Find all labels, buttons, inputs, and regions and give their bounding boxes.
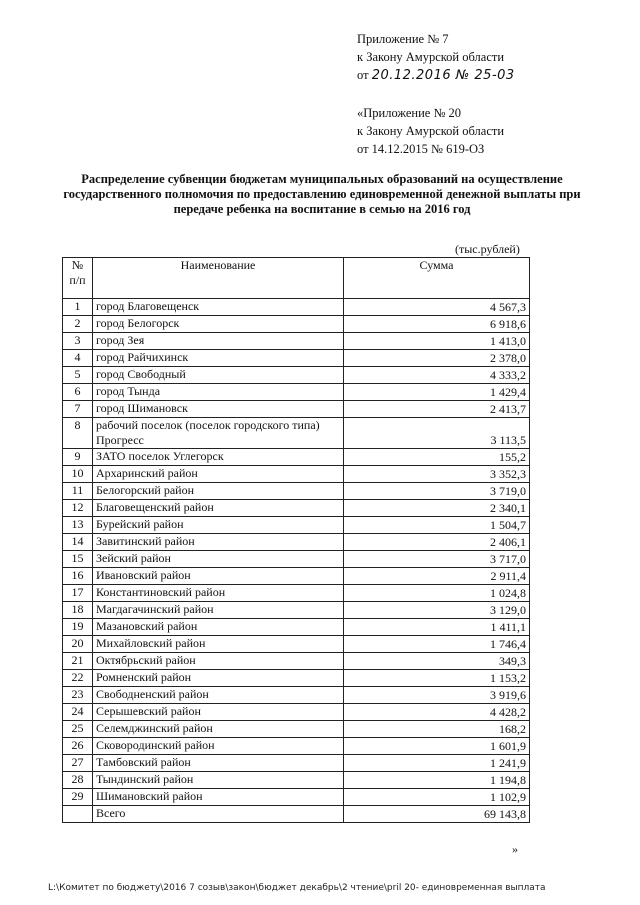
header-num: № п/п: [63, 258, 93, 299]
row-name: Свободненский район: [93, 687, 344, 704]
appendix-7-date-line: [357, 66, 515, 85]
row-number: 15: [63, 551, 93, 568]
table-row: [63, 738, 530, 755]
row-sum: 6 918,6: [344, 316, 530, 333]
table-row: [63, 772, 530, 789]
row-number: 6: [63, 384, 93, 401]
table-row: [63, 534, 530, 551]
table-row: [63, 653, 530, 670]
row-name: Архаринский район: [93, 466, 344, 483]
row-sum: 2 413,7: [344, 401, 530, 418]
units-label: (тыс.рублей): [455, 242, 520, 256]
row-name: город Благовещенск: [93, 299, 344, 316]
table-row: [63, 568, 530, 585]
table-row: [63, 670, 530, 687]
row-number: 20: [63, 636, 93, 653]
row-name: Ивановский район: [93, 568, 344, 585]
header-sum: Сумма: [344, 258, 530, 299]
row-sum: 2 378,0: [344, 350, 530, 367]
table-header-row: [63, 258, 530, 299]
appendix-7-date-prefix: от: [357, 68, 369, 82]
row-number: 19: [63, 619, 93, 636]
row-number: 29: [63, 789, 93, 806]
row-name: Зейский район: [93, 551, 344, 568]
table-row: [63, 500, 530, 517]
row-name: Магдагачинский район: [93, 602, 344, 619]
row-number: 26: [63, 738, 93, 755]
row-name: Октябрьский район: [93, 653, 344, 670]
appendix-7-header: [357, 30, 515, 85]
header-name: Наименование: [93, 258, 344, 299]
row-sum: 3 129,0: [344, 602, 530, 619]
table-row: [63, 517, 530, 534]
row-sum: 3 919,6: [344, 687, 530, 704]
row-sum: 349,3: [344, 653, 530, 670]
row-name: Благовещенский район: [93, 500, 344, 517]
row-number: 17: [63, 585, 93, 602]
appendix-7-title: Приложение № 7: [357, 32, 449, 46]
row-sum: 4 428,2: [344, 704, 530, 721]
row-number: 11: [63, 483, 93, 500]
row-name: Завитинский район: [93, 534, 344, 551]
row-name: Ромненский район: [93, 670, 344, 687]
table-row: [63, 299, 530, 316]
row-sum: 3 113,5: [344, 418, 530, 449]
row-number: 7: [63, 401, 93, 418]
row-name: Белогорский район: [93, 483, 344, 500]
table-row: [63, 384, 530, 401]
row-number: 16: [63, 568, 93, 585]
row-name: Тамбовский район: [93, 755, 344, 772]
row-sum: 155,2: [344, 449, 530, 466]
table-total-row: [63, 806, 530, 823]
row-sum: 1 194,8: [344, 772, 530, 789]
document-title: Распределение субвенции бюджетам муниципальных образований на осуществление государственного полномочия по предоставлению единовременной денежной выплаты при передаче ребенка на воспитание в семью на 2016 год: [63, 172, 581, 216]
table-row: [63, 401, 530, 418]
row-sum: 2 406,1: [344, 534, 530, 551]
table-row: [63, 316, 530, 333]
row-name: Шимановский район: [93, 789, 344, 806]
row-number: 10: [63, 466, 93, 483]
row-number: 24: [63, 704, 93, 721]
table-row: [63, 466, 530, 483]
closing-quote: »: [512, 842, 518, 856]
row-name: город Свободный: [93, 367, 344, 384]
row-name: город Шимановск: [93, 401, 344, 418]
table-row: [63, 789, 530, 806]
row-sum: 1 746,4: [344, 636, 530, 653]
row-number: 12: [63, 500, 93, 517]
table-row: [63, 551, 530, 568]
row-number: 2: [63, 316, 93, 333]
row-sum: 1 504,7: [344, 517, 530, 534]
row-number: 9: [63, 449, 93, 466]
table-row: [63, 636, 530, 653]
row-sum: 2 340,1: [344, 500, 530, 517]
row-name: город Белогорск: [93, 316, 344, 333]
row-sum: 2 911,4: [344, 568, 530, 585]
row-name: Мазановский район: [93, 619, 344, 636]
row-number: 23: [63, 687, 93, 704]
row-number: 22: [63, 670, 93, 687]
row-number: 1: [63, 299, 93, 316]
row-sum: 1 429,4: [344, 384, 530, 401]
total-sum: 69 143,8: [344, 806, 530, 823]
row-number: 27: [63, 755, 93, 772]
table-row: [63, 367, 530, 384]
row-sum: 1 413,0: [344, 333, 530, 350]
row-sum: 3 719,0: [344, 483, 530, 500]
table-row: [63, 449, 530, 466]
row-sum: 3 352,3: [344, 466, 530, 483]
table-row: [63, 418, 530, 449]
total-label: Всего: [93, 806, 344, 823]
row-number: 5: [63, 367, 93, 384]
row-number: 8: [63, 418, 93, 449]
row-name: город Райчихинск: [93, 350, 344, 367]
table-row: [63, 602, 530, 619]
table-row: [63, 687, 530, 704]
row-sum: 1 601,9: [344, 738, 530, 755]
row-number: 13: [63, 517, 93, 534]
row-number: 3: [63, 333, 93, 350]
table-row: [63, 755, 530, 772]
row-sum: 168,2: [344, 721, 530, 738]
row-name: город Тында: [93, 384, 344, 401]
row-name: Константиновский район: [93, 585, 344, 602]
table-row: [63, 704, 530, 721]
table-row: [63, 483, 530, 500]
row-name: Серышевский район: [93, 704, 344, 721]
appendix-20-date: от 14.12.2015 № 619-ОЗ: [357, 142, 485, 156]
row-number: 18: [63, 602, 93, 619]
appendix-7-law: к Закону Амурской области: [357, 50, 505, 64]
table-row: [63, 350, 530, 367]
row-sum: 1 153,2: [344, 670, 530, 687]
table-body: [63, 299, 530, 806]
total-num-cell: [63, 806, 93, 823]
appendix-20-title: «Приложение № 20: [357, 106, 462, 120]
row-name: город Зея: [93, 333, 344, 350]
table-row: [63, 721, 530, 738]
row-name: Михайловский район: [93, 636, 344, 653]
row-sum: 3 717,0: [344, 551, 530, 568]
row-sum: 1 411,1: [344, 619, 530, 636]
row-number: 25: [63, 721, 93, 738]
footer-file-path: L:\Комитет по бюджету\2016 7 созыв\закон\бюджет декабрь\2 чтение\pril 20- единовременная выплата: [48, 883, 546, 893]
row-name: ЗАТО поселок Углегорск: [93, 449, 344, 466]
table-row: [63, 333, 530, 350]
row-sum: 1 024,8: [344, 585, 530, 602]
row-name: рабочий поселок (поселок городского типа) Прогресс: [93, 418, 344, 449]
row-number: 21: [63, 653, 93, 670]
row-sum: 4 333,2: [344, 367, 530, 384]
row-sum: 4 567,3: [344, 299, 530, 316]
appendix-20-header: [357, 104, 504, 158]
row-sum: 1 102,9: [344, 789, 530, 806]
handwritten-date-number: 20.12.2016 № 25-03: [371, 68, 515, 83]
row-number: 14: [63, 534, 93, 551]
table-row: [63, 585, 530, 602]
appendix-20-law: к Закону Амурской области: [357, 124, 505, 138]
row-number: 4: [63, 350, 93, 367]
distribution-table: [62, 257, 530, 823]
table-row: [63, 619, 530, 636]
row-name: Бурейский район: [93, 517, 344, 534]
row-name: Сковородинский район: [93, 738, 344, 755]
row-name: Селемджинский район: [93, 721, 344, 738]
row-sum: 1 241,9: [344, 755, 530, 772]
row-name: Тындинский район: [93, 772, 344, 789]
row-number: 28: [63, 772, 93, 789]
